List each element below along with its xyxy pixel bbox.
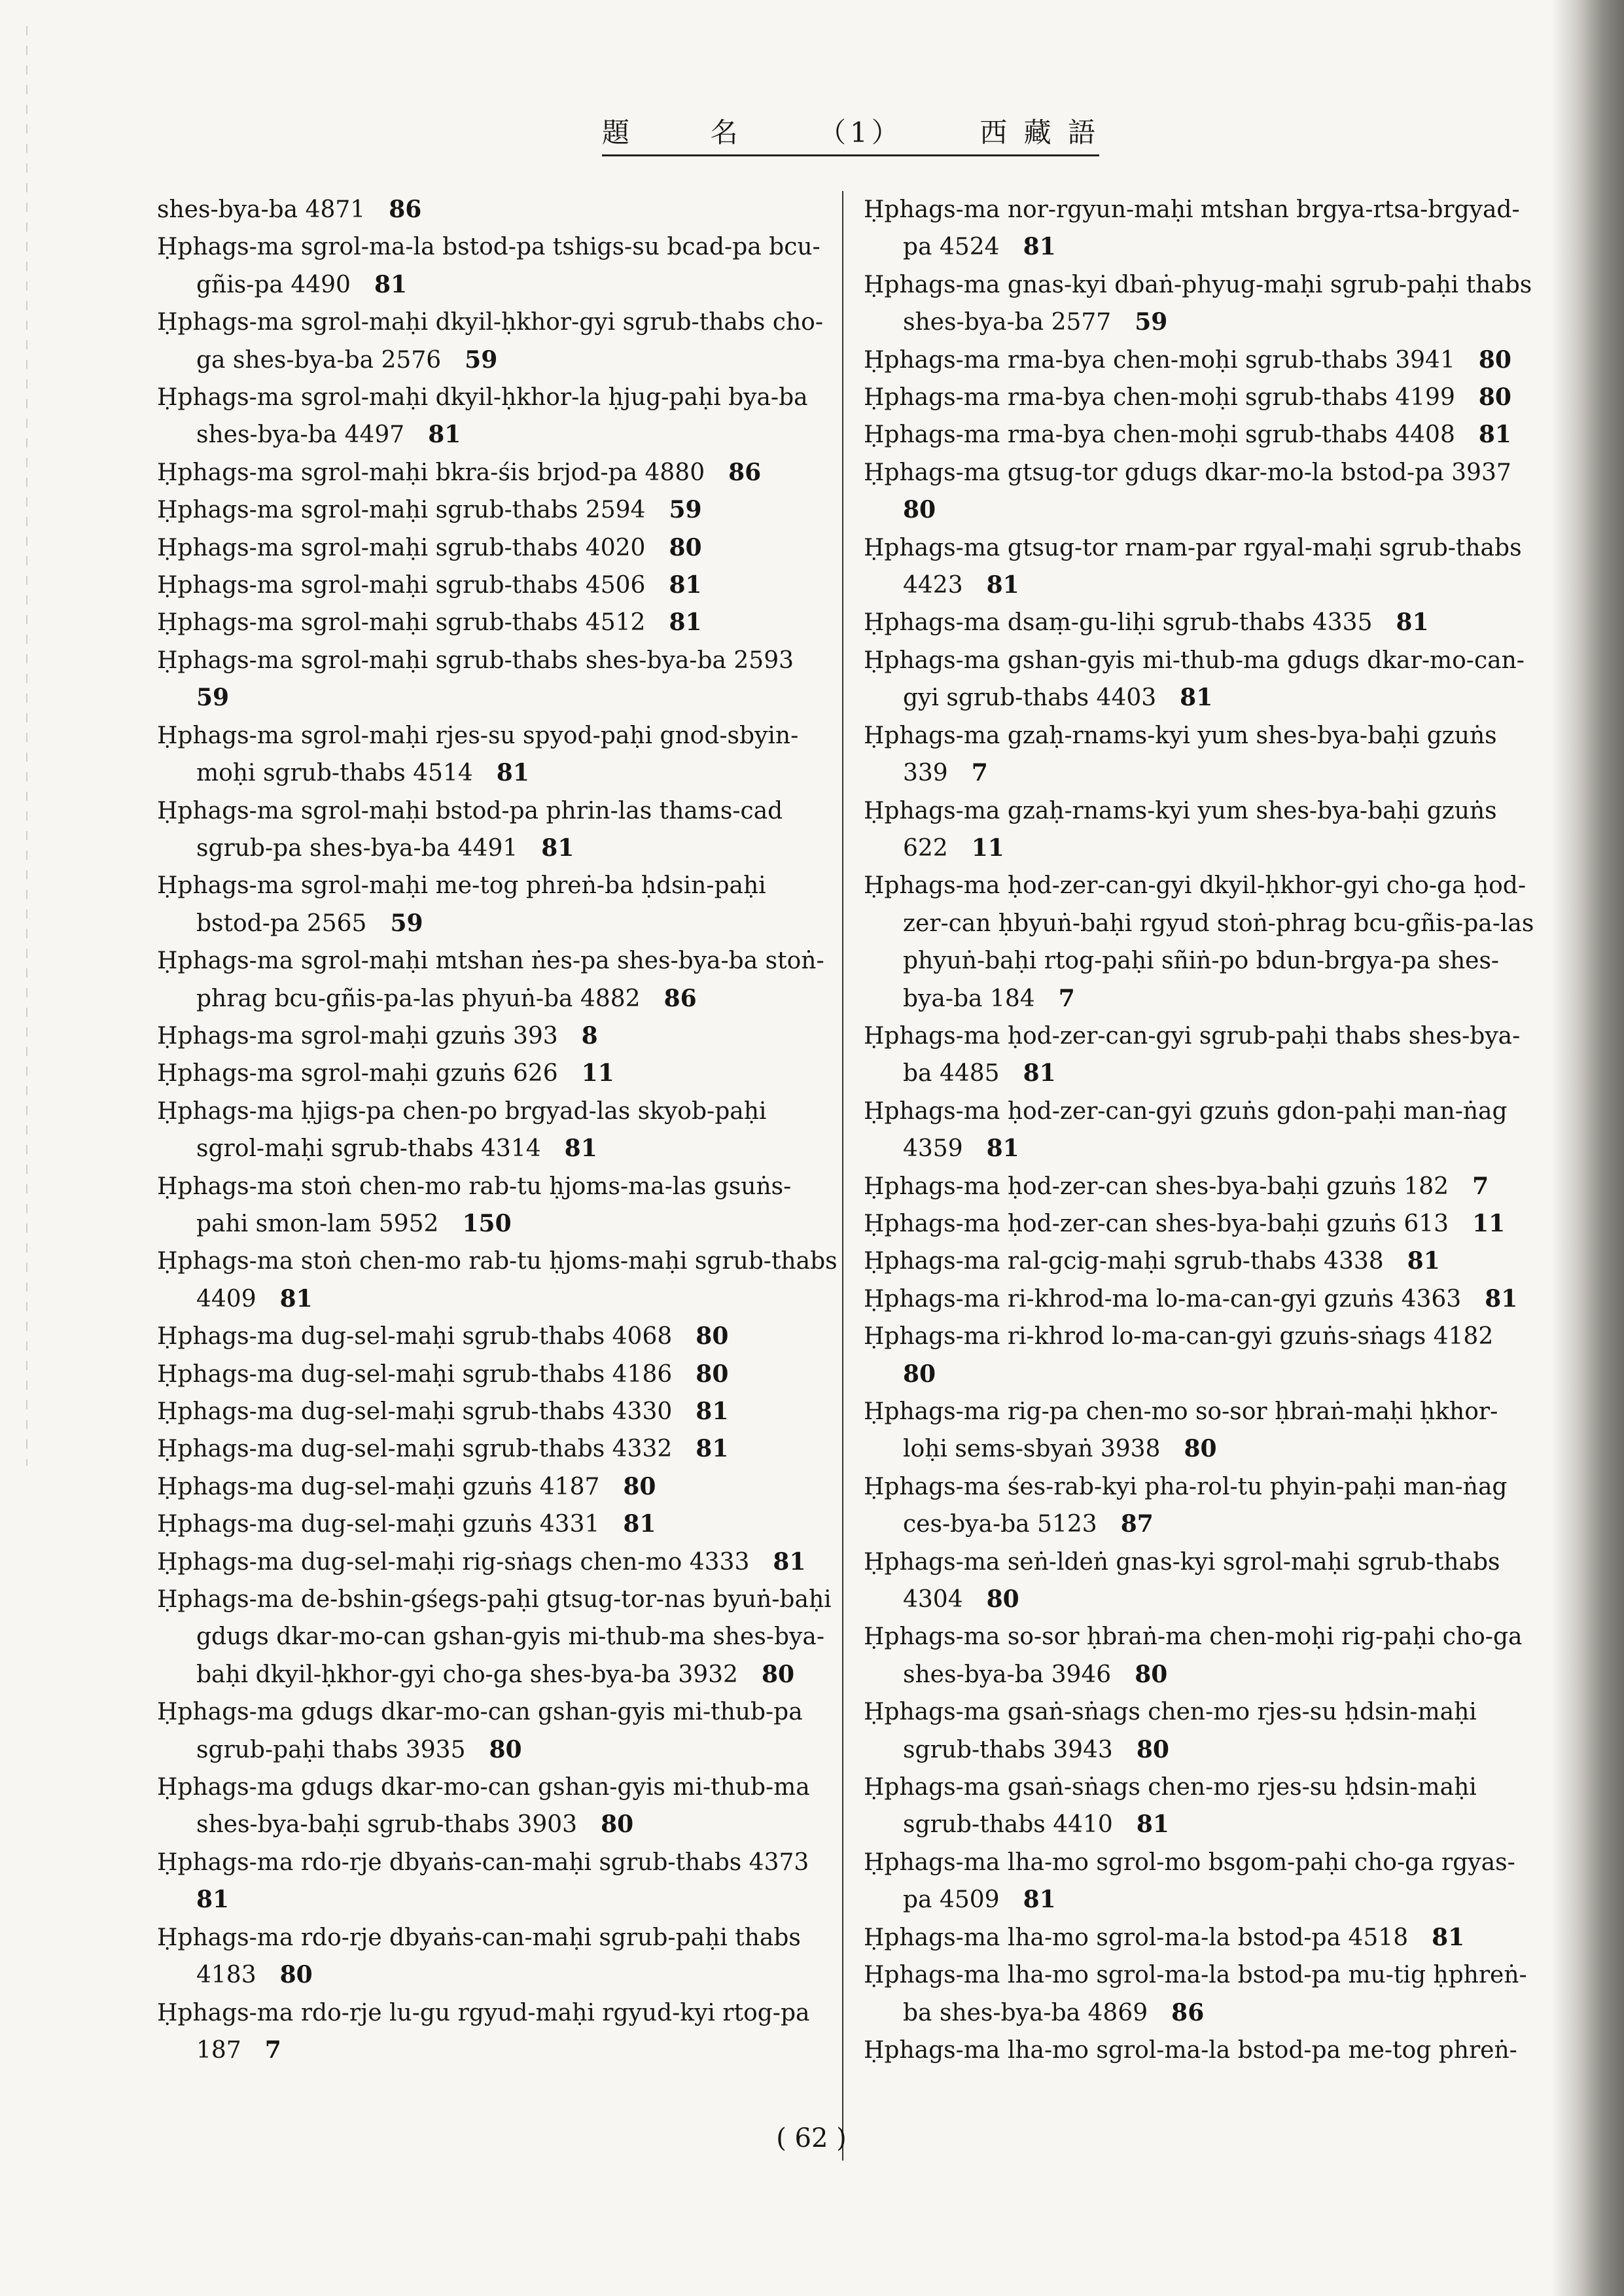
index-entry [864, 1769, 1538, 1844]
entry-page-ref: 80 [1478, 345, 1511, 374]
header-title-char-2: 名 [710, 116, 742, 149]
entry-page-ref: 8 [581, 1021, 598, 1050]
entry-page-ref: 86 [728, 458, 762, 486]
index-entry [864, 454, 1538, 529]
entry-title: Ḥphags-ma ḥod-zer-can shes-bya-baḥi gzuṅs 182 [864, 1173, 1449, 1200]
entry-page-ref: 81 [986, 571, 1019, 599]
entry-page-ref: 81 [428, 421, 461, 449]
index-entry [157, 1055, 838, 1092]
entry-page-ref: 81 [279, 1284, 313, 1313]
index-entry [157, 304, 838, 379]
index-entry [864, 1393, 1538, 1468]
entry-page-ref: 80 [761, 1660, 795, 1688]
index-entry [157, 529, 838, 567]
entry-title: Ḥphags-ma lha-mo sgrol-ma-la bstod-pa mu-tig ḥphreṅ-ba shes-bya-ba 4869 [864, 1962, 1527, 2026]
entry-title: Ḥphags-ma stoṅ chen-mo rab-tu ḥjoms-ma-las gsuṅs-pahi smon-lam 5952 [157, 1173, 792, 1237]
index-entry [864, 642, 1538, 717]
entry-title: Ḥphags-ma stoṅ chen-mo rab-tu ḥjoms-maḥi sgrub-thabs 4409 [157, 1248, 838, 1313]
index-entry [864, 1243, 1538, 1280]
entry-page-ref: 86 [1171, 1998, 1205, 2026]
index-entry [864, 717, 1538, 792]
index-entry [157, 642, 838, 717]
index-entry [864, 191, 1538, 266]
entry-page-ref: 81 [374, 270, 408, 298]
entry-title: Ḥphags-ma sgrol-maḥi gzuṅs 626 [157, 1060, 558, 1087]
entry-title: Ḥphags-ma sgrol-maḥi dkyil-ḥkhor-la ḥjug-paḥi bya-ba shes-bya-ba 4497 [157, 384, 808, 449]
index-entry [157, 567, 838, 604]
entry-page-ref: 81 [1023, 233, 1056, 261]
entry-title: Ḥphags-ma gzaḥ-rnams-kyi yum shes-bya-baḥi gzuṅs 622 [864, 797, 1497, 862]
entry-title: Ḥphags-ma gsaṅ-sṅags chen-mo rjes-su ḥdsin-maḥi sgrub-thabs 3943 [864, 1699, 1477, 1763]
index-entry [864, 2032, 1538, 2069]
entry-page-ref: 59 [465, 345, 498, 374]
entry-title: Ḥphags-ma ḥod-zer-can-gyi gzuṅs gdon-paḥi man-ṅag 4359 [864, 1097, 1508, 1163]
index-entry [864, 1544, 1538, 1619]
entry-page-ref: 81 [196, 1886, 230, 1914]
entry-page-ref: 80 [1184, 1435, 1217, 1463]
entry-title: Ḥphags-ma sgrol-maḥi sgrub-thabs 4512 [157, 609, 646, 637]
entry-page-ref: 80 [903, 496, 936, 524]
entry-page-ref: 81 [986, 1135, 1019, 1163]
entry-title: Ḥphags-ma sgrol-maḥi bkra-śis brjod-pa 4880 [157, 459, 705, 486]
entry-page-ref: 81 [496, 759, 529, 787]
index-entry [157, 1093, 838, 1168]
entry-title: Ḥphags-ma gnas-kyi dbaṅ-phyug-maḥi sgrub-paḥi thabs shes-bya-ba 2577 [864, 271, 1532, 336]
entry-title: Ḥphags-ma śes-rab-kyi pha-rol-tu phyin-paḥi man-ṅag ces-bya-ba 5123 [864, 1473, 1508, 1538]
index-entry [864, 1693, 1538, 1769]
index-entry [157, 491, 838, 529]
entry-page-ref: 80 [1135, 1660, 1168, 1688]
entry-page-ref: 81 [1407, 1247, 1440, 1275]
entry-page-ref: 80 [489, 1735, 522, 1763]
entry-title: Ḥphags-ma rdo-rje dbyaṅs-can-maḥi sgrub-thabs 4373 [157, 1848, 809, 1876]
index-entry [157, 717, 838, 792]
entry-title: Ḥphags-ma ḥod-zer-can-gyi sgrub-paḥi thabs shes-bya-ba 4485 [864, 1022, 1521, 1087]
entry-page-ref: 81 [541, 834, 574, 862]
index-entry [864, 1318, 1538, 1393]
entry-title: Ḥphags-ma dug-sel-maḥi rig-sṅags chen-mo 4333 [157, 1548, 750, 1576]
entry-title: Ḥphags-ma sgrol-maḥi gzuṅs 393 [157, 1022, 558, 1050]
entry-page-ref: 150 [462, 1209, 512, 1237]
entry-page-ref: 81 [773, 1547, 806, 1576]
entry-title: Ḥphags-ma gshan-gyis mi-thub-ma gdugs dkar-mo-can-gyi sgrub-thabs 4403 [864, 646, 1525, 712]
entry-page-ref: 81 [696, 1398, 729, 1425]
entry-page-ref: 11 [971, 834, 1004, 862]
index-entry [157, 1243, 838, 1318]
entry-title: Ḥphags-ma dug-sel-maḥi sgrub-thabs 4068 [157, 1323, 673, 1351]
entry-title: Ḥphags-ma sgrol-maḥi bstod-pa phrin-las thams-cad sgrub-pa shes-bya-ba 4491 [157, 797, 783, 862]
entry-page-ref: 81 [669, 571, 702, 599]
right-column [864, 191, 1538, 2167]
index-entry [864, 1468, 1538, 1544]
entry-page-ref: 80 [1136, 1735, 1169, 1763]
index-entry [864, 266, 1538, 342]
index-entry [157, 191, 838, 228]
entry-page-ref: 86 [389, 196, 422, 223]
entry-page-ref: 80 [669, 533, 702, 561]
entry-title: Ḥphags-ma gzaḥ-rnams-kyi yum shes-bya-baḥi gzuṅs 339 [864, 722, 1497, 787]
index-entry [864, 1093, 1538, 1168]
entry-page-ref: 81 [1180, 684, 1213, 712]
index-entry [157, 1581, 838, 1693]
column-divider [842, 191, 843, 2161]
index-entry [157, 1693, 838, 1769]
index-entry [157, 1994, 838, 2070]
index-entry [157, 792, 838, 868]
entry-page-ref: 81 [696, 1435, 729, 1463]
index-entry [157, 1544, 838, 1581]
entry-title: Ḥphags-ma gtsug-tor gdugs dkar-mo-la bstod-pa 3937 [864, 459, 1511, 486]
index-entry [157, 1430, 838, 1468]
header-title-char-1: 題 [602, 116, 634, 149]
entry-page-ref: 80 [903, 1360, 936, 1388]
entry-title: Ḥphags-ma sgrol-maḥi me-tog phreṅ-ba ḥdsin-paḥi bstod-pa 2565 [157, 872, 766, 937]
entry-page-ref: 81 [1023, 1059, 1056, 1087]
entry-title: Ḥphags-ma ḥod-zer-can shes-bya-baḥi gzuṅs 613 [864, 1210, 1449, 1237]
index-entry [157, 604, 838, 641]
index-entry [157, 1017, 838, 1055]
entry-page-ref: 81 [1485, 1284, 1518, 1313]
entry-page-ref: 59 [669, 496, 702, 524]
index-entry [157, 1356, 838, 1393]
entry-page-ref: 81 [1023, 1886, 1056, 1914]
entry-title: shes-bya-ba 4871 [157, 196, 366, 223]
index-entry [157, 1393, 838, 1430]
entry-title: Ḥphags-ma rig-pa chen-mo so-sor ḥbraṅ-maḥi ḥkhor-loḥi sems-sbyaṅ 3938 [864, 1398, 1498, 1463]
entry-title: Ḥphags-ma dug-sel-maḥi sgrub-thabs 4330 [157, 1398, 673, 1425]
index-entry [157, 1919, 838, 1994]
page-header [602, 110, 1099, 156]
entry-page-ref: 80 [696, 1360, 729, 1388]
entry-page-ref: 81 [1478, 421, 1511, 449]
entry-page-ref: 81 [1136, 1810, 1169, 1839]
entry-page-ref: 7 [1058, 984, 1075, 1012]
entry-page-ref: 59 [1135, 308, 1168, 336]
entry-title: Ḥphags-ma de-bshin-gśegs-paḥi gtsug-tor-nas byuṅ-baḥi gdugs dkar-mo-can gshan-gyis mi-thub-ma shes-bya-baḥi dkyil-ḥkhor-gyi cho-ga shes-bya-ba 3932 [157, 1586, 832, 1688]
entry-page-ref: 11 [1472, 1209, 1506, 1237]
index-entry [157, 1168, 838, 1243]
entry-title: Ḥphags-ma ri-khrod-ma lo-ma-can-gyi gzuṅs 4363 [864, 1285, 1462, 1313]
index-entry [864, 1205, 1538, 1243]
entry-title: Ḥphags-ma gsaṅ-sṅags chen-mo rjes-su ḥdsin-maḥi sgrub-thabs 4410 [864, 1774, 1477, 1839]
index-entry [864, 416, 1538, 453]
entry-page-ref: 81 [1432, 1923, 1465, 1951]
entry-title: Ḥphags-ma lha-mo sgrol-ma-la bstod-pa 4518 [864, 1924, 1409, 1951]
index-entry [864, 1017, 1538, 1093]
index-entry [157, 1769, 838, 1844]
entry-title: Ḥphags-ma sgrol-ma-la bstod-pa tshigs-su bcad-pa bcu-gñis-pa 4490 [157, 234, 821, 298]
index-entry [864, 1280, 1538, 1318]
index-entry [864, 1919, 1538, 1956]
entry-page-ref: 81 [669, 609, 702, 637]
entry-title: Ḥphags-ma ḥjigs-pa chen-po brgyad-las skyob-paḥi sgrol-maḥi sgrub-thabs 4314 [157, 1097, 767, 1163]
entry-title: Ḥphags-ma rma-bya chen-moḥi sgrub-thabs 4408 [864, 421, 1455, 449]
entry-page-ref: 81 [623, 1510, 656, 1538]
page-number: ( 62 ) [776, 2123, 847, 2153]
entry-page-ref: 86 [663, 984, 697, 1012]
entry-page-ref: 80 [623, 1472, 656, 1500]
entry-page-ref: 80 [986, 1585, 1019, 1614]
entry-page-ref: 80 [601, 1810, 634, 1839]
index-entry [864, 867, 1538, 1017]
entry-title: Ḥphags-ma sgrol-maḥi sgrub-thabs 2594 [157, 497, 646, 524]
entry-page-ref: 80 [279, 1961, 313, 1989]
entry-title: Ḥphags-ma gdugs dkar-mo-can gshan-gyis mi-thub-pa sgrub-paḥi thabs 3935 [157, 1699, 803, 1763]
index-entry [157, 379, 838, 454]
index-entry [864, 529, 1538, 605]
index-entry [864, 379, 1538, 416]
entry-title: Ḥphags-ma sgrol-maḥi sgrub-thabs 4020 [157, 534, 646, 561]
entry-title: Ḥphags-ma dug-sel-maḥi gzuṅs 4331 [157, 1511, 600, 1538]
entry-page-ref: 7 [1472, 1172, 1489, 1200]
entry-page-ref: 80 [696, 1322, 729, 1351]
index-entry [157, 1318, 838, 1355]
header-language: 西 藏 語 [980, 116, 1099, 149]
entry-page-ref: 59 [196, 684, 230, 712]
index-entry [157, 942, 838, 1017]
entry-title: Ḥphags-ma sgrol-maḥi rjes-su spyod-paḥi gnod-sbyin-moḥi sgrub-thabs 4514 [157, 722, 799, 787]
entry-title: Ḥphags-ma nor-rgyun-maḥi mtshan brgya-rtsa-brgyad-pa 4524 [864, 196, 1520, 261]
entry-title: Ḥphags-ma lha-mo sgrol-ma-la bstod-pa me-tog phreṅ- [864, 2036, 1517, 2064]
entry-title: Ḥphags-ma rma-bya chen-moḥi sgrub-thabs 3941 [864, 346, 1455, 374]
entry-title: Ḥphags-ma rdo-rje dbyaṅs-can-maḥi sgrub-paḥi thabs 4183 [157, 1924, 801, 1989]
entry-title: Ḥphags-ma dug-sel-maḥi sgrub-thabs 4186 [157, 1360, 673, 1388]
left-column [157, 191, 838, 2167]
entry-title: Ḥphags-ma sgrol-maḥi sgrub-thabs 4506 [157, 572, 646, 599]
index-entry [157, 228, 838, 304]
entry-title: Ḥphags-ma gdugs dkar-mo-can gshan-gyis mi-thub-ma shes-bya-baḥi sgrub-thabs 3903 [157, 1774, 810, 1839]
index-entry [864, 604, 1538, 641]
entry-title: Ḥphags-ma sgrol-maḥi mtshan ṅes-pa shes-bya-ba stoṅ-phrag bcu-gñis-pa-las phyuṅ-ba 4882 [157, 947, 824, 1012]
scan-binding-mark [26, 26, 27, 1466]
entry-title: Ḥphags-ma ri-khrod lo-ma-can-gyi gzuṅs-sṅags 4182 [864, 1323, 1494, 1351]
index-entry [157, 867, 838, 942]
entry-title: Ḥphags-ma rdo-rje lu-gu rgyud-maḥi rgyud-kyi rtog-pa 187 [157, 1999, 810, 2064]
header-section-number: （1） [819, 116, 903, 149]
entry-page-ref: 11 [581, 1059, 614, 1087]
entry-title: Ḥphags-ma ḥod-zer-can-gyi dkyil-ḥkhor-gyi cho-ga ḥod-zer-can ḥbyuṅ-baḥi rgyud stoṅ-phrag bcu-gñis-pa-las phyuṅ-baḥi rtog-paḥi sñiṅ-po bdun-brgya-pa shes-bya-ba 184 [864, 872, 1534, 1012]
entry-title: Ḥphags-ma dug-sel-maḥi sgrub-thabs 4332 [157, 1436, 673, 1463]
entry-title: Ḥphags-ma ral-gcig-maḥi sgrub-thabs 4338 [864, 1248, 1384, 1275]
index-entry [864, 1844, 1538, 1919]
index-entry [864, 1168, 1538, 1205]
entry-page-ref: 59 [390, 909, 423, 937]
index-entry [864, 1956, 1538, 2032]
entry-page-ref: 81 [564, 1135, 597, 1163]
entry-title: Ḥphags-ma rma-bya chen-moḥi sgrub-thabs 4199 [864, 384, 1455, 412]
entry-page-ref: 81 [1396, 609, 1429, 637]
index-entry [157, 454, 838, 491]
index-entry [864, 792, 1538, 868]
entry-title: Ḥphags-ma gtsug-tor rnam-par rgyal-maḥi sgrub-thabs 4423 [864, 534, 1522, 599]
entry-title: Ḥphags-ma sgrol-maḥi dkyil-ḥkhor-gyi sgrub-thabs cho-ga shes-bya-ba 2576 [157, 309, 823, 374]
index-entry [864, 1618, 1538, 1693]
entry-page-ref: 87 [1120, 1510, 1154, 1538]
entry-title: Ḥphags-ma so-sor ḥbraṅ-ma chen-moḥi rig-paḥi cho-ga shes-bya-ba 3946 [864, 1623, 1523, 1688]
entry-title: Ḥphags-ma dsaṃ-gu-liḥi sgrub-thabs 4335 [864, 609, 1373, 637]
entry-page-ref: 80 [1478, 383, 1511, 412]
index-entry [157, 1468, 838, 1506]
entry-page-ref: 7 [971, 759, 988, 787]
index-entry [157, 1844, 838, 1919]
scan-shadow-edge [1552, 0, 1624, 2296]
index-entry [157, 1506, 838, 1543]
entry-title: Ḥphags-ma seṅ-ldeṅ gnas-kyi sgrol-maḥi sgrub-thabs 4304 [864, 1548, 1500, 1614]
entry-title: Ḥphags-ma dug-sel-maḥi gzuṅs 4187 [157, 1473, 600, 1500]
entry-title: Ḥphags-ma lha-mo sgrol-mo bsgom-paḥi cho-ga rgyas-pa 4509 [864, 1848, 1515, 1914]
entry-title: Ḥphags-ma sgrol-maḥi sgrub-thabs shes-bya-ba 2593 [157, 646, 794, 674]
index-entry [864, 342, 1538, 379]
entry-page-ref: 7 [264, 2036, 281, 2064]
